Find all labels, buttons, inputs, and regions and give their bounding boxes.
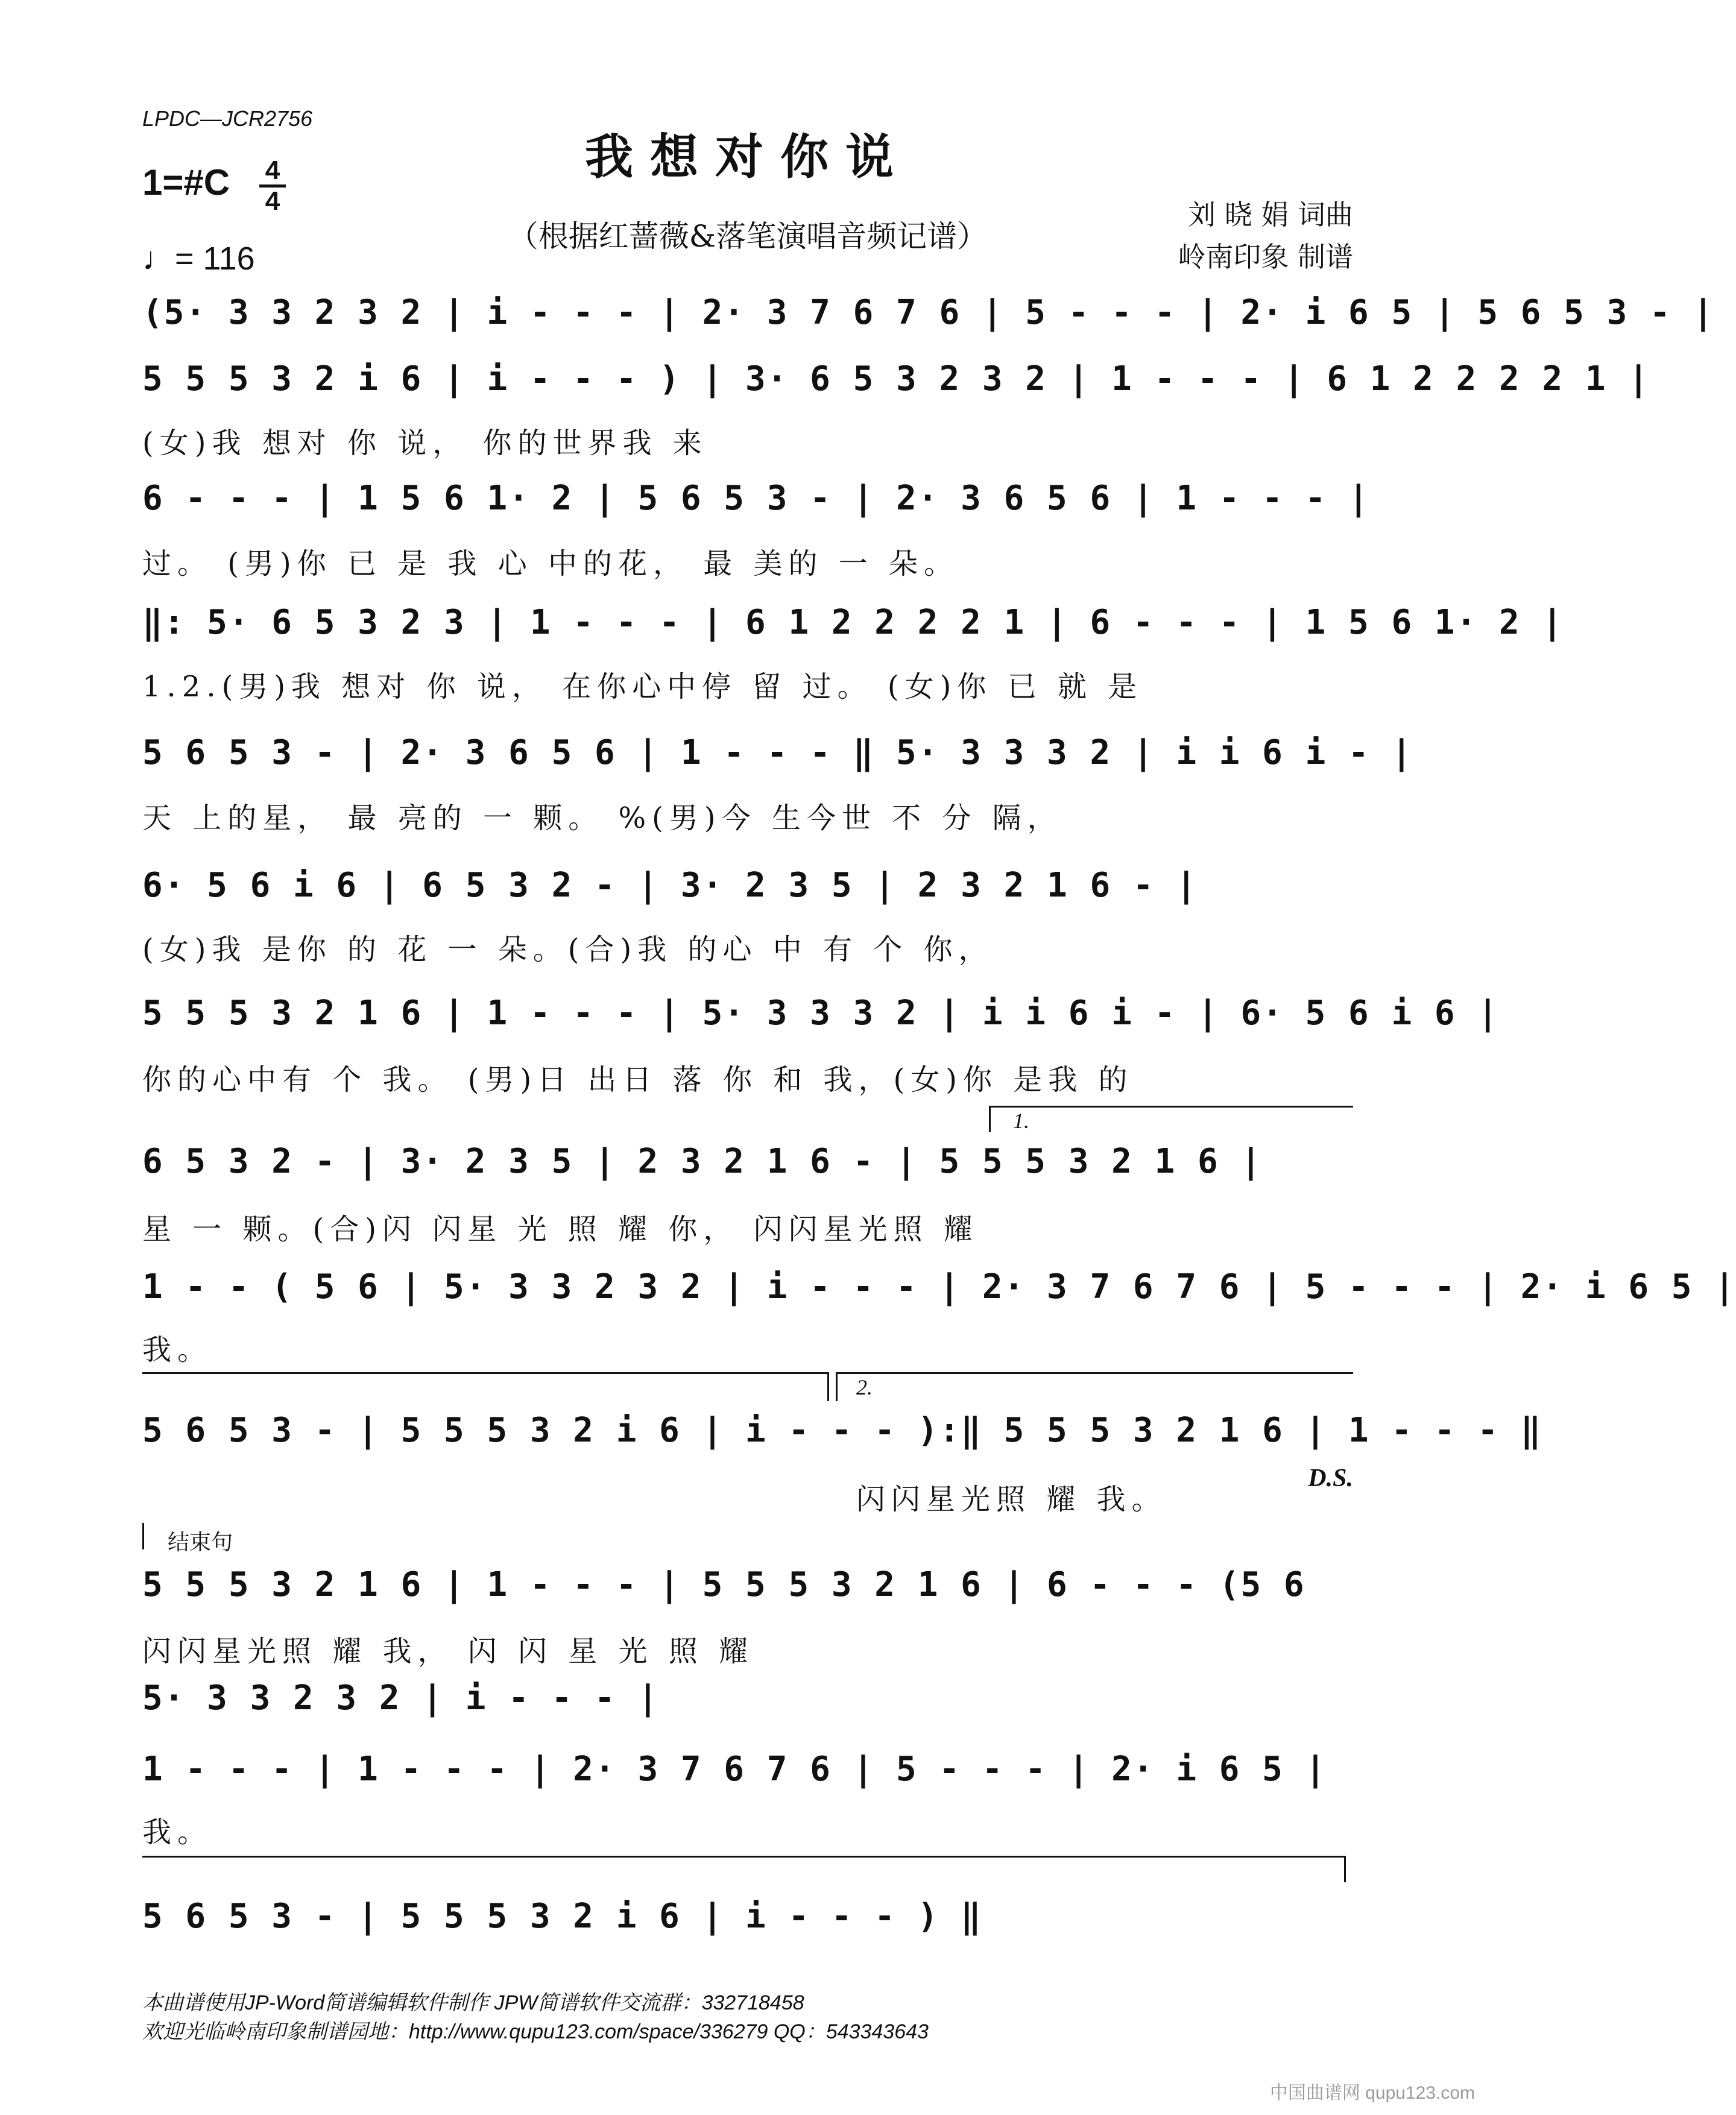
score-line-9: 1 - - ( 5 6 | 5· 3 3 2 3 2 | i - - - | 2· 3 7 6 7 6 | 5 - - - | 2· i 6 5 | [142, 1267, 1736, 1307]
lyric-line-8: 星 一 颗。(合)闪 闪星 光 照 耀 你， 闪闪星光照 耀 [142, 1212, 979, 1246]
score-line-5: 5 6 5 3 - | 2· 3 6 5 6 | 1 - - - ‖ 5· 3 3 3 2 | i i 6 i - | [142, 733, 1413, 772]
watermark: 中国曲谱网 qupu123.com [1269, 2083, 1475, 2103]
volta-2-label: 2. [856, 1375, 873, 1399]
volta-1-label: 1. [1013, 1109, 1029, 1133]
score-line-12: 1 - - - | 1 - - - | 2· 3 7 6 7 6 | 5 - - - | 2· i 6 5 | [142, 1750, 1327, 1789]
score-line-13: 5 6 5 3 - | 5 5 5 3 2 i 6 | i - - - ) ‖ [142, 1897, 982, 1936]
score-line-8: 6 5 3 2 - | 3· 2 3 5 | 2 3 2 1 6 - | 5 5 5 3 2 1 6 | [142, 1142, 1263, 1181]
score-line-4: ‖: 5· 6 5 3 2 3 | 1 - - - | 6 1 2 2 2 2 1 | 6 - - - | 1 5 6 1· 2 | [142, 603, 1564, 642]
score-line-12a: 5· 3 3 2 3 2 | i - - - | [142, 1678, 660, 1718]
lyric-line-5: 天 上的星， 最 亮的 一 颗。 %(男)今 生今世 不 分 隔， [142, 801, 1062, 835]
lyric-line-11: 闪闪星光照 耀 我， 闪 闪 星 光 照 耀 [142, 1634, 754, 1668]
credit-transcriber: 岭南印象 制谱 [1178, 241, 1353, 273]
lyric-line-7: 你的心中有 个 我。 (男)日 出日 落 你 和 我，(女)你 是我 的 [142, 1063, 1134, 1097]
volta-1-bracket [989, 1106, 1353, 1108]
lyric-line-12: 我。 [142, 1815, 213, 1849]
score-line-1: (5· 3 3 2 3 2 | i - - - | 2· 3 7 6 7 6 | 5 - - - | 2· i 6 5 | 5 6 5 3 - | [142, 293, 1715, 332]
footer-line-2: 欢迎光临岭南印象制谱园地：http://www.qupu123.com/space/336279 QQ：543343643 [142, 2020, 929, 2043]
volta-1-bracket-hook [989, 1106, 991, 1132]
time-signature [259, 158, 286, 214]
lyric-line-2: (女)我 想对 你 说， 你的世界我 来 [142, 426, 708, 460]
score-code: LPDC—JCR2756 [142, 106, 313, 131]
volta-2-bracket [836, 1372, 1353, 1374]
ending-bracket-hook [142, 1523, 144, 1549]
ending-section-label: 结束句 [168, 1530, 233, 1554]
lyric-line-10: 闪闪星光照 耀 我。 [856, 1483, 1167, 1516]
score-line-10: 5 6 5 3 - | 5 5 5 3 2 i 6 | i - - - ):‖ 5 5 5 3 2 1 6 | 1 - - - ‖ [142, 1411, 1542, 1450]
volta-2-bracket-hook [836, 1372, 838, 1401]
lyric-line-6: (女)我 是你 的 花 一 朵。(合)我 的心 中 有 个 你， [142, 933, 994, 966]
lyric-line-4: 1.2.(男)我 想对 你 说， 在你心中停 留 过。 (女)你 已 就 是 [142, 670, 1143, 704]
score-line-3: 6 - - - | 1 5 6 1· 2 | 5 6 5 3 - | 2· 3 6 5 6 | 1 - - - | [142, 479, 1370, 518]
score-line-2: 5 5 5 3 2 i 6 | i - - - ) | 3· 6 5 3 2 3 2 | 1 - - - | 6 1 2 2 2 2 1 | [142, 359, 1650, 399]
final-bracket [142, 1856, 1346, 1858]
time-signature-top: 4 [265, 156, 280, 185]
score-line-6: 6· 5 6 i 6 | 6 5 3 2 - | 3· 2 3 5 | 2 3 2 1 6 - | [142, 866, 1198, 905]
song-title: 我想对你说 [585, 128, 911, 185]
tempo-marking: ♩= 116 [142, 241, 255, 277]
score-line-7: 5 5 5 3 2 1 6 | 1 - - - | 5· 3 3 3 2 | i i 6 i - | 6· 5 6 i 6 | [142, 994, 1500, 1033]
final-bracket-hook [1344, 1856, 1346, 1882]
footer-line-1: 本曲谱使用JP-Word简谱编辑软件制作 JPW简谱软件交流群：332718458 [142, 1991, 804, 2014]
key-signature: 1=#C [142, 162, 230, 203]
score-line-11: 5 5 5 3 2 1 6 | 1 - - - | 5 5 5 3 2 1 6 | 6 - - - (5 6 [142, 1565, 1305, 1604]
lyric-line-3: 过。 (男)你 已 是 我 心 中的花， 最 美的 一 朵。 [142, 547, 959, 581]
repeat-bracket-hook [827, 1372, 829, 1401]
dal-segno-marking: D.S. [1308, 1464, 1353, 1492]
song-subtitle: （根据红蔷薇&落笔演唱音频记谱） [508, 219, 988, 254]
lyric-line-9: 我。 [142, 1333, 213, 1367]
credit-lyrics-music: 刘 晓 娟 词曲 [1188, 198, 1353, 231]
repeat-bracket [142, 1372, 827, 1374]
time-signature-bottom: 4 [265, 186, 280, 216]
